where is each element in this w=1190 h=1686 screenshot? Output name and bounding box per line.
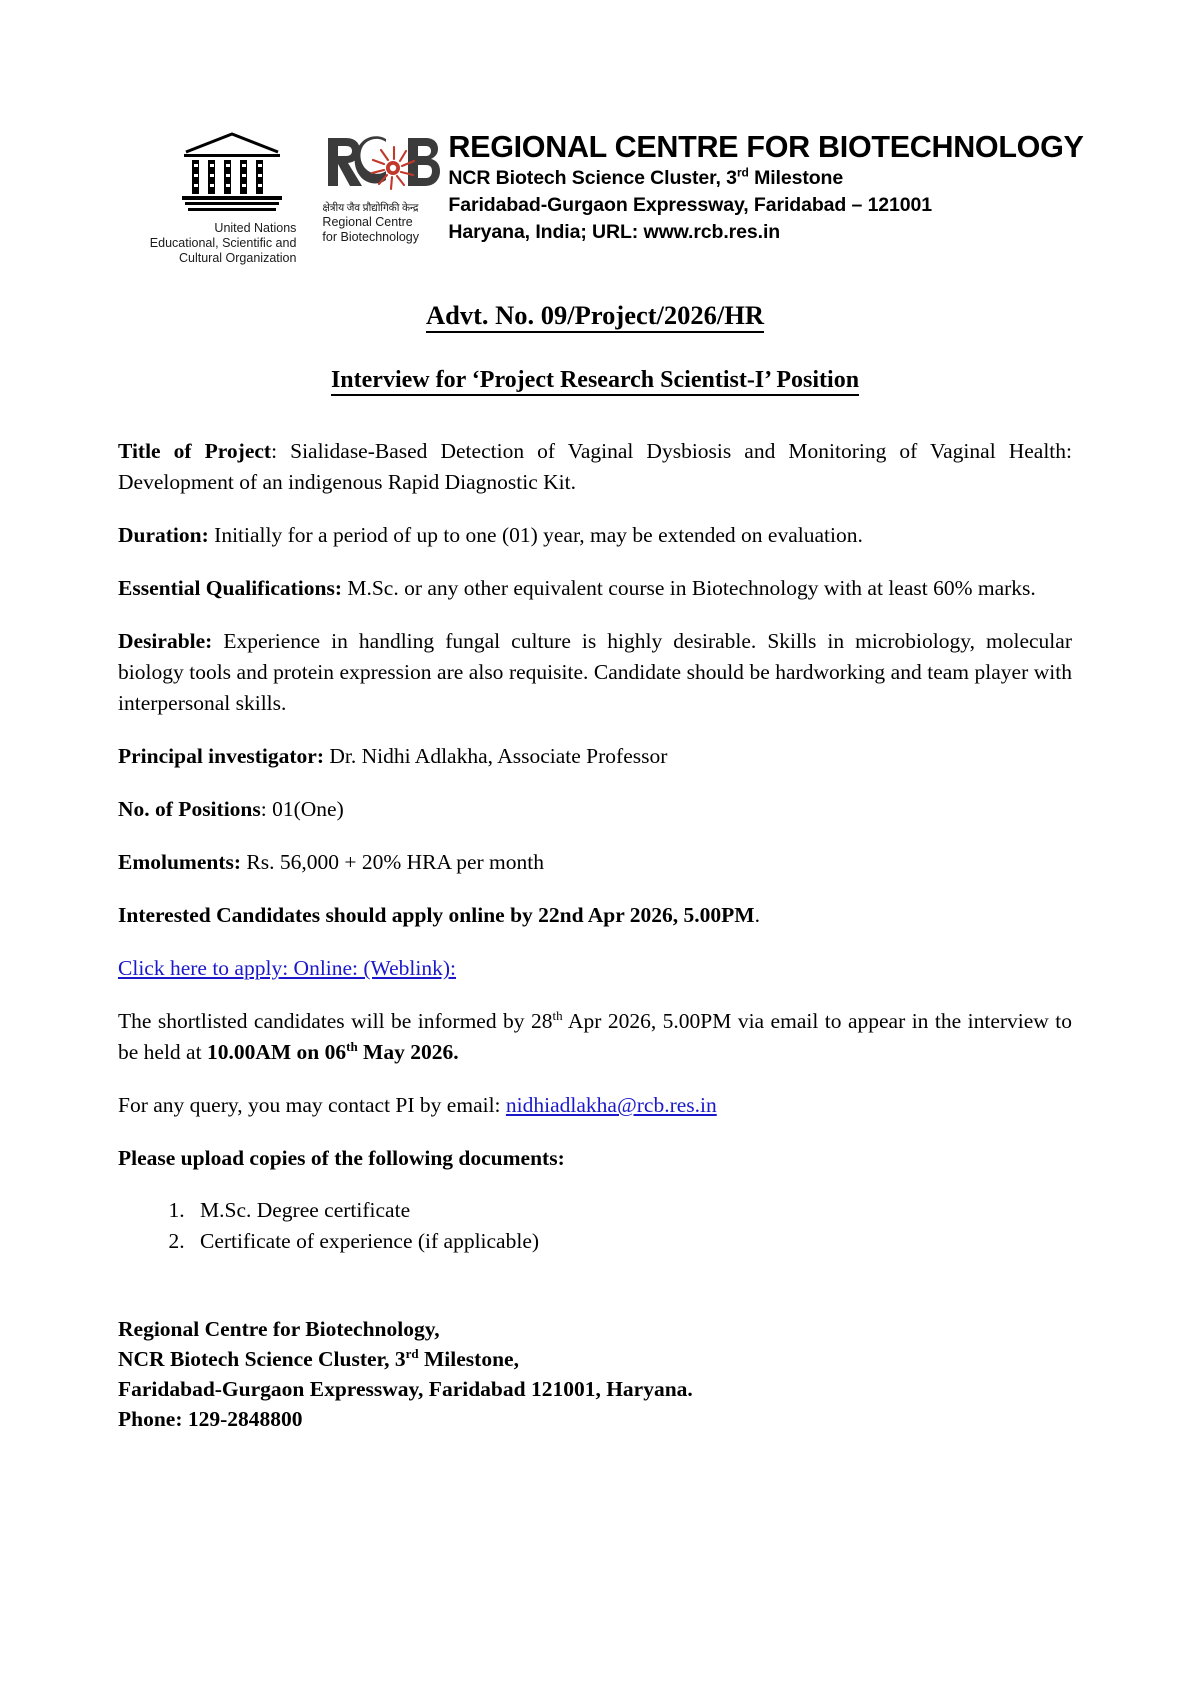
organization-address-line-2: Faridabad-Gurgaon Expressway, Faridabad – 121001 — [448, 194, 933, 216]
footer-phone: Phone: 129-2848800 — [118, 1407, 303, 1431]
number-of-positions-value: : 01(One) — [260, 797, 344, 821]
rcb-logo-block — [322, 118, 442, 245]
footer-line-2-pre: NCR Biotech Science Cluster, 3 — [118, 1347, 406, 1371]
footer-line-1: Regional Centre for Biotechnology, — [118, 1317, 440, 1341]
query-contact-paragraph — [118, 1090, 1072, 1121]
application-deadline-period: . — [754, 903, 760, 927]
essential-qualifications-value: M.Sc. or any other equivalent course in Biotechnology with at least 60% marks. — [341, 576, 1036, 600]
rcb-address-block — [448, 118, 1083, 246]
footer-line-3: Faridabad-Gurgaon Expressway, Faridabad 121001, Haryana. — [118, 1377, 693, 1401]
duration-label: Duration: — [118, 523, 209, 547]
advertisement-number-text: Advt. No. 09/Project/2026/HR — [426, 300, 764, 333]
footer-line-2-post: Milestone, — [418, 1347, 519, 1371]
query-contact-prefix: For any query, you may contact PI by email: — [118, 1093, 506, 1117]
emoluments-paragraph — [118, 847, 1072, 878]
organization-address-line-3: Haryana, India; URL: www.rcb.res.in — [448, 221, 781, 243]
shortlisting-mid: Apr 2026, 5.00PM via email to appear in the interview to be held at — [118, 1009, 1072, 1064]
apply-link-paragraph — [118, 953, 1072, 984]
essential-qualifications-label: Essential Qualifications: — [118, 576, 342, 600]
advertisement-number-heading — [118, 300, 1072, 330]
title-of-project-paragraph — [118, 436, 1072, 498]
apply-online-link[interactable]: Click here to apply: Online: (Weblink): — [118, 956, 457, 980]
emoluments-label: Emoluments: — [118, 850, 242, 874]
principal-investigator-value: Dr. Nidhi Adlakha, Associate Professor — [324, 744, 668, 768]
address-line-1-ordinal: rd — [736, 165, 749, 180]
letterhead — [149, 118, 1084, 266]
unesco-caption-line-1: United Nations — [214, 221, 297, 235]
unesco-caption-line-2: Educational, Scientific and — [149, 236, 297, 250]
document-body — [118, 436, 1072, 1434]
organization-address-line-1 — [448, 165, 1083, 192]
documents-heading-paragraph — [118, 1143, 1072, 1174]
interview-datetime-post: May 2026. — [357, 1040, 459, 1064]
desirable-value: Experience in handling fungal culture is highly desirable. Skills in microbiology, molecular biology tools and protein expression are also requisite. Candidate should be hardworking and team player with interpersonal skills. — [118, 629, 1072, 715]
desirable-paragraph — [118, 626, 1072, 719]
rcb-hindi-name: क्षेत्रीय जैव प्रौद्योगिकी केन्द्र — [322, 202, 419, 214]
duration-paragraph — [118, 520, 1072, 551]
emoluments-value: Rs. 56,000 + 20% HRA per month — [241, 850, 545, 874]
documents-heading: Please upload copies of the following documents: — [118, 1146, 565, 1170]
interview-datetime-ordinal: th — [346, 1038, 358, 1054]
unesco-caption — [106, 221, 296, 266]
number-of-positions-paragraph — [118, 794, 1072, 825]
footer-line-2-ordinal: rd — [405, 1345, 419, 1361]
number-of-positions-label: No. of Positions — [118, 797, 261, 821]
shortlisting-pre: The shortlisted candidates will be informed by 28 — [118, 1009, 553, 1033]
unesco-temple-icon — [180, 130, 284, 214]
organization-title: REGIONAL CENTRE FOR BIOTECHNOLOGY — [448, 130, 1084, 164]
rcb-logo-icon — [322, 128, 442, 194]
desirable-label: Desirable: — [118, 629, 213, 653]
rcb-subtitle-line-2: for Biotechnology — [322, 230, 420, 244]
title-of-project-value: : Sialidase-Based Detection of Vaginal Dysbiosis and Monitoring of Vaginal Health: Development of an indigenous Rapid Diagnostic Kit. — [118, 439, 1073, 494]
list-item: 2. Certificate of experience (if applicable) — [190, 1227, 1072, 1256]
position-heading — [118, 366, 1072, 394]
rcb-subtitle-line-1: Regional Centre — [322, 215, 413, 229]
principal-investigator-paragraph — [118, 741, 1072, 772]
title-of-project-label: Title of Project — [118, 439, 272, 463]
application-deadline-text: Interested Candidates should apply online by 22nd Apr 2026, 5.00PM — [118, 903, 755, 927]
institution-footer-address — [118, 1314, 1072, 1434]
list-item: 1. M.Sc. Degree certificate — [190, 1196, 1072, 1225]
position-heading-text: Interview for ‘Project Research Scientist-I’ Position — [331, 367, 859, 396]
unesco-caption-line-3: Cultural Organization — [179, 251, 297, 265]
principal-investigator-label: Principal investigator: — [118, 744, 325, 768]
address-line-1-post: Milestone — [748, 167, 844, 189]
duration-value: Initially for a period of up to one (01) year, may be extended on evaluation. — [208, 523, 863, 547]
application-deadline-paragraph — [118, 900, 1072, 931]
essential-qualifications-paragraph — [118, 573, 1072, 604]
shortlisting-ordinal: th — [552, 1007, 563, 1023]
pi-email-link[interactable]: nidhiadlakha@rcb.res.in — [505, 1093, 717, 1117]
footer-line-2 — [118, 1344, 1072, 1374]
interview-datetime-pre: 10.00AM on 06 — [206, 1040, 347, 1064]
address-line-1-pre: NCR Biotech Science Cluster, 3 — [448, 167, 737, 189]
documents-list — [118, 1196, 1072, 1256]
unesco-logo-block — [149, 118, 297, 266]
shortlisting-paragraph — [118, 1006, 1072, 1068]
